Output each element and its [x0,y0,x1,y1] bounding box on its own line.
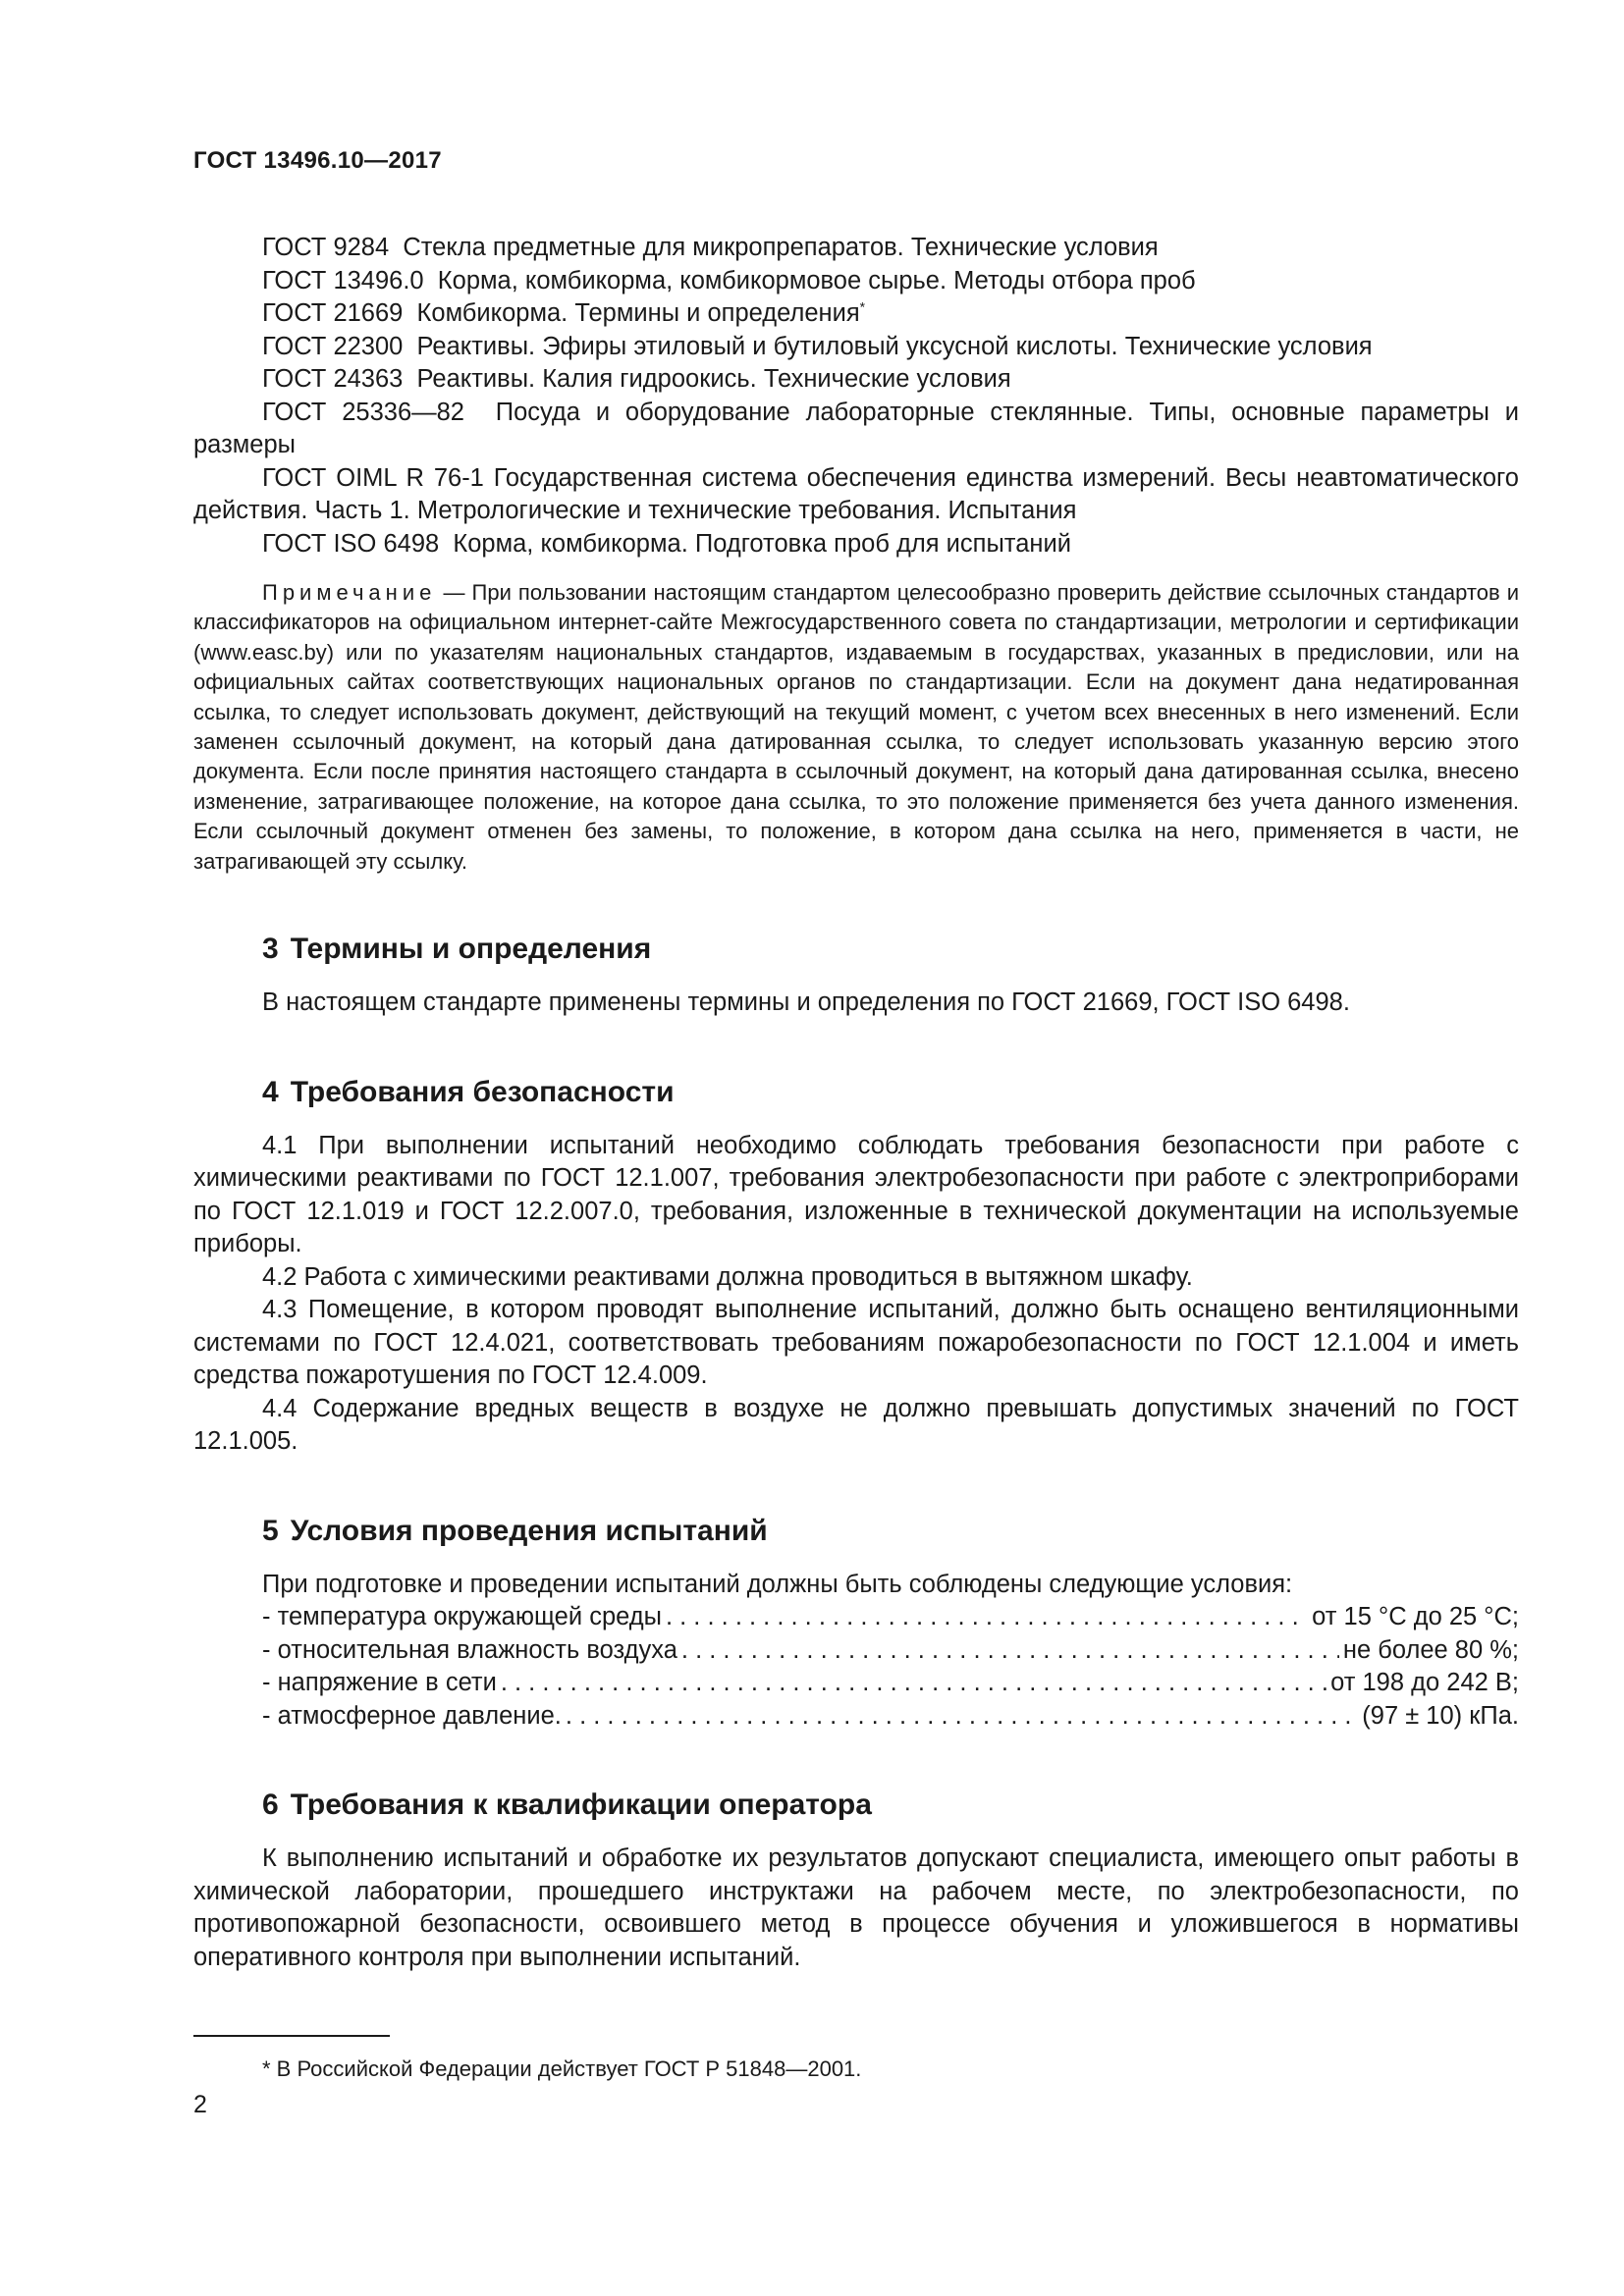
references-list [193,232,1519,561]
section-3-text: В настоящем стандарте применены термины и определения по ГОСТ 21669, ГОСТ ISO 6498. [262,988,1350,1017]
reference-item: ГОСТ 25336—82 Посуда и оборудование лабораторные стеклянные. Типы, основные параметры и размеры [193,398,1520,458]
paragraph: 4.1 При выполнении испытаний необходимо соблюдать требования безопасности при работе с химическими реактивами по ГОСТ 12.1.007, требования электробезопасности при работе с электроприборами по ГОСТ 12.1.019 и ГОСТ 12.2.007.0, требования, изложенные в технической документации на используемые приборы. [193,1131,1519,1258]
paragraph: 4.2 Работа с химическими реактивами должна проводиться в вытяжном шкафу. [262,1262,1193,1291]
condition-row: - температура окружающей среды . . . от 15 °С до 25 °С; [193,1601,1519,1634]
note-label: Примечание [262,580,437,605]
footnote: * В Российской Федерации действует ГОСТ Р 51848—2001. [262,2056,862,2082]
leader-dots [501,1667,1326,1700]
reference-item: ГОСТ OIML R 76-1 Государственная система обеспечения единства измерений. Весы неавтоматического действия. Часть 1. Метрологические и технические требования. Испытания [193,463,1519,524]
section-3-heading: 3 Термины и определения [262,933,652,966]
section-5-heading: 5 Условия проведения испытаний [262,1514,768,1547]
document-header: ГОСТ 13496.10—2017 [193,147,442,174]
section-4-body [193,1130,1519,1459]
footnote-divider [193,2035,390,2037]
paragraph: 4.3 Помещение, в котором проводят выполнение испытаний, должно быть оснащено вентиляционными системами по ГОСТ 12.4.021, соответствовать требованиям пожаробезопасности по ГОСТ 12.1.004 и иметь средства пожаротушения по ГОСТ 12.4.009. [193,1296,1519,1390]
note-text: — При пользовании настоящим стандартом целесообразно проверить действие ссылочных стандартов и классификаторов на официальном интернет-сайте Межгосударственного совета по стандартизации, метрологии и сертификации (www.easc.by) или по указателям национальных стандартов, издаваемым в государствах, указанных в предисловии, или на официальных сайтах соответствующих национальных органов по стандартизации. Если на документ дана недатированная ссылка, то следует использовать документ, действующий на текущий момент, с учетом всех внесенных в него изменений. Если заменен ссылочный документ, на который дана датированная ссылка, то следует использовать указанную версию этого документа. Если после принятия настоящего стандарта в ссылочный документ, на который дана датированная ссылка, внесено изменение, затрагивающее положение, на которое дана ссылка, то это положение применяется без учета данного изменения. Если ссылочный документ отменен без замены, то положение, в котором дана ссылка на него, применяется в части, не затрагивающей эту ссылку. [193,580,1519,874]
reference-item: ГОСТ 9284 Стекла предметные для микропрепаратов. Технические условия [262,234,1159,261]
reference-item: ГОСТ 13496.0 Корма, комбикорма, комбикормовое сырье. Методы отбора проб [262,266,1196,294]
leader-dots [681,1634,1339,1668]
section-5-body [193,1569,1519,1734]
paragraph: 4.4 Содержание вредных веществ в воздухе не должно превышать допустимых значений по ГОСТ 12.1.005. [193,1394,1519,1456]
footnote-mark: * [859,298,866,315]
document-page [193,147,1519,2084]
condition-row: - напряжение в сети . . . от 198 до 242 В; [193,1667,1519,1700]
section-6-heading: 6 Требования к квалификации оператора [262,1789,872,1822]
page-number: 2 [193,2091,207,2118]
note [193,578,1519,877]
reference-item: ГОСТ ISO 6498 Корма, комбикорма. Подготовка проб для испытаний [262,529,1071,558]
condition-row: - относительная влажность воздуха . . . не более 80 %; [193,1634,1519,1668]
section-6-text: К выполнению испытаний и обработке их результатов допускают специалиста, имеющего опыт работы в химической лаборатории, прошедшего инструктажи на рабочем месте, по электробезопасности, по противопожарной безопасности, освоившего метод в процессе обучения и уложившегося в нормативы оперативного контроля при выполнении испытаний. [193,1844,1519,1971]
leader-dots [666,1601,1308,1634]
reference-item: ГОСТ 21669 Комбикорма. Термины и определения* [262,298,866,327]
leader-dots [566,1700,1358,1734]
reference-item: ГОСТ 22300 Реактивы. Эфиры этиловый и бутиловый уксусной кислоты. Технические условия [262,332,1373,360]
section-4-heading: 4 Требования безопасности [262,1075,675,1108]
conditions-intro: При подготовке и проведении испытаний должны быть соблюдены следующие условия: [262,1570,1293,1598]
condition-row: - атмосферное давление. . . . (97 ± 10) кПа. [193,1700,1519,1734]
reference-item: ГОСТ 24363 Реактивы. Калия гидроокись. Технические условия [262,365,1011,393]
